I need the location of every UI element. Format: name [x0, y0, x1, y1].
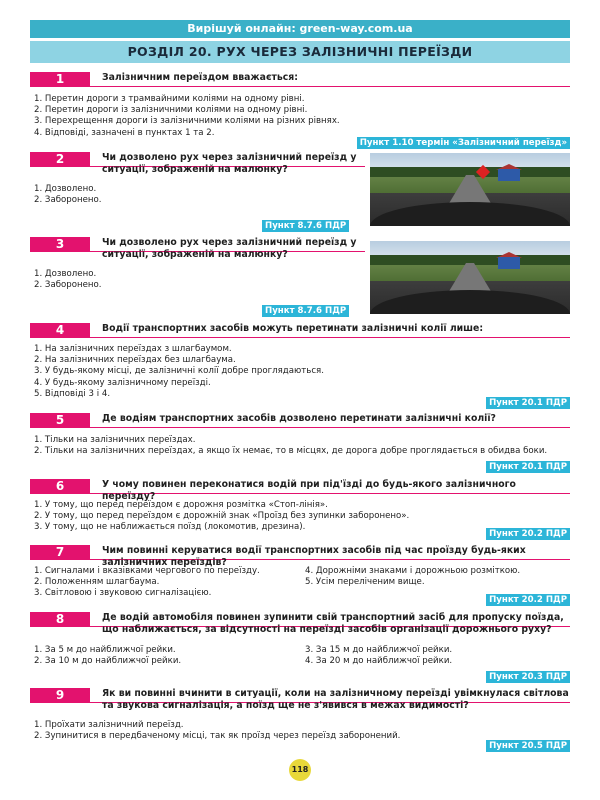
page-number: 118	[289, 759, 311, 781]
question-text: Де водій автомобіля повинен зупинити свій транспортний засіб для пропуску поїзда, що наближається, за відсутності на переїзді засобів організації дорожнього руху?	[102, 612, 564, 635]
answer-option[interactable]: 4. Дорожніми знаками і дорожньою розміткою.	[305, 566, 521, 576]
answer-list	[34, 435, 547, 457]
question-1	[30, 72, 570, 152]
answer-option[interactable]: 2. Заборонено.	[34, 280, 102, 291]
answer-list	[34, 94, 340, 139]
question-text: Чи дозволено рух через залізничний переїзд у ситуації, зображеній на малюнку?	[102, 237, 357, 260]
rule-reference-badge: Пункт 20.1 ПДР	[486, 461, 570, 473]
answer-option[interactable]: 1. Перетин дороги з трамвайними коліями на одному рівні.	[34, 94, 305, 104]
answer-option[interactable]: 1. Дозволено.	[34, 184, 97, 194]
question-6	[30, 479, 570, 543]
answer-list	[305, 566, 520, 588]
road-scene-image	[370, 153, 570, 226]
answer-option[interactable]: 1. Дозволено.	[34, 269, 97, 279]
answer-option[interactable]: 4. У будь-якому залізничному переїзді.	[34, 377, 211, 388]
rule-reference-badge: Пункт 20.2 ПДР	[486, 594, 570, 606]
rule-reference-badge: Пункт 20.5 ПДР	[486, 740, 570, 752]
rule-reference-badge: Пункт 8.7.6 ПДР	[262, 305, 349, 317]
question-text: Водії транспортних засобів можуть перетинати залізничні колії лише:	[102, 323, 484, 334]
answer-option[interactable]: 4. За 20 м до найближчої рейки.	[305, 656, 453, 667]
section-title: РОЗДІЛ 20. РУХ ЧЕРЕЗ ЗАЛІЗНИЧНІ ПЕРЕЇЗДИ	[30, 41, 570, 63]
question-7	[30, 545, 570, 607]
question-text: Як ви повинні вчинити в ситуації, коли на залізничному переїзді увімкнулася світлова та звукова сигналізація, а поїзд ще не з'явився в межах видимості?	[102, 688, 569, 711]
question-number: 7	[30, 545, 90, 560]
answer-option[interactable]: 2. Тільки на залізничних переїздах, а якщо їх немає, то в місцях, де дорога добре проглядається в обидва боки.	[34, 446, 548, 457]
answer-option[interactable]: 3. У будь-якому місці, де залізничні колії добре проглядаються.	[34, 366, 324, 377]
answer-option[interactable]: 2. У тому, що перед переїздом є дорожній знак «Проїзд без зупинки заборонено».	[34, 511, 410, 522]
answer-list	[34, 184, 102, 206]
answer-option[interactable]: 5. Відповіді 3 і 4.	[34, 388, 111, 399]
question-number: 5	[30, 413, 90, 428]
answer-option[interactable]: 1. Тільки на залізничних переїздах.	[34, 435, 196, 445]
top-banner: Вирішуй онлайн: green-way.com.ua	[30, 20, 570, 38]
question-text: Чим повинні керуватися водії транспортних засобів під час проїзду будь-яких залізничних переїздів?	[102, 545, 526, 568]
question-number: 9	[30, 688, 90, 703]
question-number: 8	[30, 612, 90, 627]
rule-reference-badge: Пункт 20.3 ПДР	[486, 671, 570, 683]
answer-list	[305, 645, 452, 667]
answer-list	[34, 344, 324, 400]
rule-reference-badge: Пункт 20.2 ПДР	[486, 528, 570, 540]
question-divider	[90, 86, 570, 87]
road-scene-image	[370, 241, 570, 314]
answer-option[interactable]: 3. За 15 м до найближчої рейки.	[305, 645, 453, 655]
answer-option[interactable]: 2. За 10 м до найближчої рейки.	[34, 656, 182, 667]
question-text: У чому повинен переконатися водій при під'їзді до будь-якого залізничного переїзду?	[102, 479, 516, 502]
answer-option[interactable]: 2. Заборонено.	[34, 195, 102, 206]
rule-reference-badge: Пункт 8.7.6 ПДР	[262, 220, 349, 232]
answer-option[interactable]: 2. Зупинитися в передбаченому місці, так як проїзд через переїзд заборонений.	[34, 731, 401, 742]
question-text: Де водіям транспортних засобів дозволено перетинати залізничні колії?	[102, 413, 496, 424]
answer-option[interactable]: 1. Проїхати залізничний переїзд.	[34, 720, 184, 730]
question-4	[30, 323, 570, 409]
answer-option[interactable]: 3. Перехрещення дороги із залізничними коліями на різних рівнях.	[34, 116, 340, 127]
answer-list	[34, 566, 260, 600]
answer-option[interactable]: 3. У тому, що не наближається поїзд (локомотив, дрезина).	[34, 522, 306, 533]
question-3	[30, 237, 570, 319]
question-9	[30, 688, 570, 754]
answer-list	[34, 720, 400, 742]
answer-option[interactable]: 5. Усім переліченим вище.	[305, 577, 425, 588]
question-number: 1	[30, 72, 90, 87]
answer-option[interactable]: 2. Перетин дороги із залізничними коліями на одному рівні.	[34, 105, 308, 116]
answer-option[interactable]: 1. У тому, що перед переїздом є дорожня розмітка «Стоп-лінія».	[34, 500, 328, 510]
answer-option[interactable]: 1. Сигналами і вказівками чергового по переїзду.	[34, 566, 260, 576]
question-8	[30, 612, 570, 684]
answer-option[interactable]: 4. Відповіді, зазначені в пунктах 1 та 2.	[34, 127, 215, 138]
question-text: Залізничним переїздом вважається:	[102, 72, 298, 83]
answer-option[interactable]: 2. На залізничних переїздах без шлагбаума.	[34, 355, 236, 366]
answer-option[interactable]: 1. За 5 м до найближчої рейки.	[34, 645, 176, 655]
question-divider	[90, 427, 570, 428]
question-text: Чи дозволено рух через залізничний переїзд у ситуації, зображеній на малюнку?	[102, 152, 357, 175]
question-number: 3	[30, 237, 90, 252]
rule-reference-badge: Пункт 20.1 ПДР	[486, 397, 570, 409]
answer-list	[34, 269, 102, 291]
answer-option[interactable]: 3. Світловою і звуковою сигналізацією.	[34, 588, 212, 599]
answer-list	[34, 645, 181, 667]
answer-option[interactable]: 1. На залізничних переїздах з шлагбаумом.	[34, 344, 232, 354]
answer-list	[34, 500, 409, 534]
question-number: 2	[30, 152, 90, 167]
question-5	[30, 413, 570, 475]
question-number: 4	[30, 323, 90, 338]
question-number: 6	[30, 479, 90, 494]
rule-reference-badge: Пункт 1.10 термін «Залізничний переїзд»	[357, 137, 570, 149]
answer-option[interactable]: 2. Положенням шлагбаума.	[34, 577, 160, 588]
question-2	[30, 152, 570, 234]
question-divider	[90, 337, 570, 338]
